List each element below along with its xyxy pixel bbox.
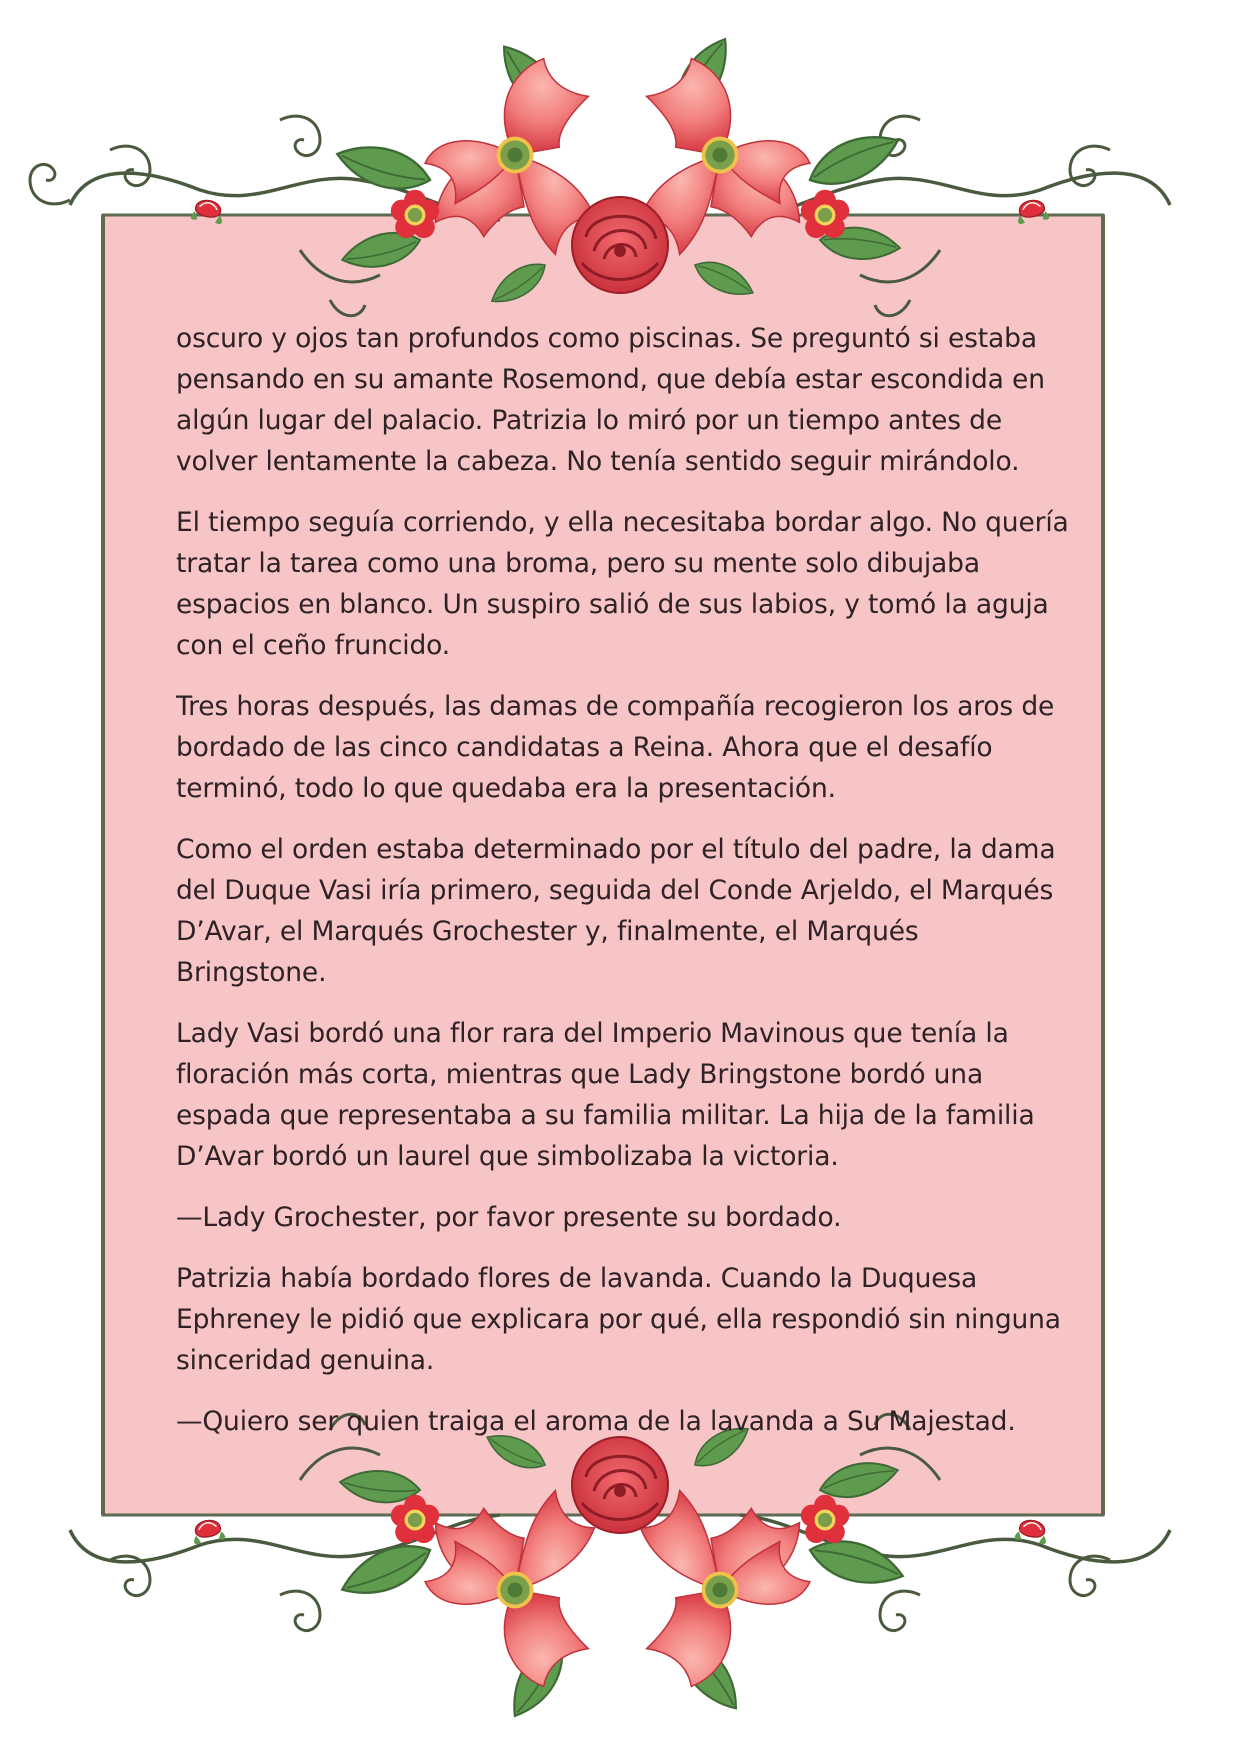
paragraph: El tiempo seguía corriendo, y ella necesitaba bordar algo. No quería tratar la tarea como una broma, pero su mente solo dibujaba espacios en blanco. Un suspiro salió de sus labios, y tomó la aguja con el ceño fruncido.	[176, 507, 1069, 661]
body-text	[176, 318, 1076, 1462]
paragraph: Como el orden estaba determinado por el título del padre, la dama del Duque Vasi iría primero, seguida del Conde Arjeldo, el Marqués D’Avar, el Marqués Grochester y, finalmente, el Marqués Bringstone.	[176, 834, 1056, 988]
paragraph: oscuro y ojos tan profundos como piscinas. Se preguntó si estaba pensando en su amante Rosemond, que debía estar escondida en algún lugar del palacio. Patrizia lo miró por un tiempo antes de volver lentamente la cabeza. No tenía sentido seguir mirándolo.	[176, 323, 1045, 477]
dialogue-paragraph: —Lady Grochester, por favor presente su bordado.	[176, 1202, 842, 1233]
paragraph: Tres horas después, las damas de compañía recogieron los aros de bordado de las cinco candidatas a Reina. Ahora que el desafío terminó, todo lo que quedaba era la presentación.	[176, 691, 1055, 804]
paragraph: Lady Vasi bordó una flor rara del Imperio Mavinous que tenía la floración más corta, mientras que Lady Bringstone bordó una espada que representaba a su familia militar. La hija de la familia D’Avar bordó un laurel que simbolizaba la victoria.	[176, 1018, 1035, 1172]
paragraph: Patrizia había bordado flores de lavanda. Cuando la Duquesa Ephreney le pidió que explicara por qué, ella respondió sin ninguna sinceridad genuina.	[176, 1263, 1061, 1376]
dialogue-paragraph: —Quiero ser quien traiga el aroma de la lavanda a Su Majestad.	[176, 1406, 1016, 1437]
